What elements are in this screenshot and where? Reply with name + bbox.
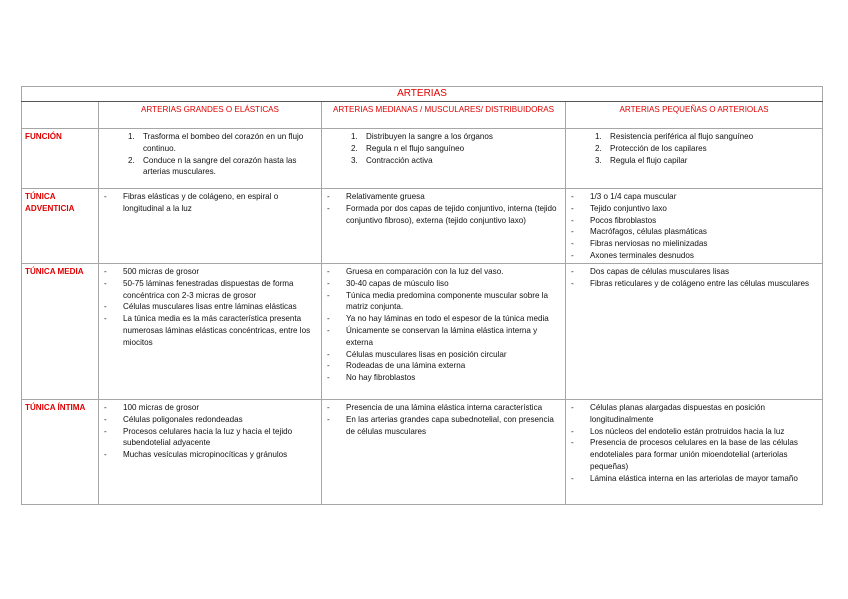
cell-medianas xyxy=(322,129,566,189)
header-pequenas-arteriolas: ARTERIAS PEQUEÑAS O ARTERIOLAS xyxy=(566,102,823,129)
cell-list xyxy=(99,131,321,178)
row-label: TÚNICA ÍNTIMA xyxy=(22,400,99,505)
list-item: - Fibras nerviosas no mielinizadas xyxy=(566,238,816,250)
list-item: - 500 micras de grosor xyxy=(99,266,315,278)
table-row xyxy=(22,129,823,189)
list-item: - Células musculares lisas en posición circular xyxy=(322,349,559,361)
arterias-table xyxy=(21,86,823,505)
list-item: - Formada por dos capas de tejido conjuntivo, interna (tejido conjuntivo fibroso), externa (tejido conjuntivo laxo) xyxy=(322,203,559,227)
list-item: 1. Resistencia periférica al flujo sanguíneo xyxy=(604,131,816,143)
list-item: - 1/3 o 1/4 capa muscular xyxy=(566,191,816,203)
cell-list xyxy=(322,402,565,437)
list-item: - No hay fibroblastos xyxy=(322,372,559,384)
list-item: - Pocos fibroblastos xyxy=(566,215,816,227)
cell-medianas xyxy=(322,264,566,400)
list-item: 2. Conduce n la sangre del corazón hasta las arterias musculares. xyxy=(137,155,315,179)
cell-grandes xyxy=(99,264,322,400)
list-item: - La túnica media es la más característica presenta numerosas láminas elásticas concéntricas, entre los miocitos xyxy=(99,313,315,348)
table-row xyxy=(22,189,823,264)
list-item: 1. Distribuyen la sangre a los órganos xyxy=(360,131,559,143)
cell-list xyxy=(322,131,565,166)
header-medianas-musculares: ARTERIAS MEDIANAS / MUSCULARES/ DISTRIBUIDORAS xyxy=(322,102,566,129)
list-item: - 30-40 capas de músculo liso xyxy=(322,278,559,290)
header-corner xyxy=(22,102,99,129)
list-item: - Axones terminales desnudos xyxy=(566,250,816,262)
list-item: - Rodeadas de una lámina externa xyxy=(322,360,559,372)
table-row xyxy=(22,400,823,505)
list-item: - Presencia de una lámina elástica interna característica xyxy=(322,402,559,414)
cell-list xyxy=(566,402,822,485)
list-item: - Ya no hay láminas en todo el espesor de la túnica media xyxy=(322,313,559,325)
table-row xyxy=(22,264,823,400)
cell-list xyxy=(566,191,822,262)
list-item: 3. Regula el flujo capilar xyxy=(604,155,816,167)
list-item: - Células musculares lisas entre láminas elásticas xyxy=(99,301,315,313)
list-item: - Únicamente se conservan la lámina elástica interna y externa xyxy=(322,325,559,349)
cell-medianas xyxy=(322,189,566,264)
list-item: - Dos capas de células musculares lisas xyxy=(566,266,816,278)
cell-medianas xyxy=(322,400,566,505)
list-item: - Muchas vesículas micropinocíticas y gránulos xyxy=(99,449,315,461)
row-label: FUNCIÓN xyxy=(22,129,99,189)
row-label: TÚNICA ADVENTICIA xyxy=(22,189,99,264)
header-row xyxy=(22,102,823,129)
list-item: - Macrófagos, células plasmáticas xyxy=(566,226,816,238)
list-item: 3. Contracción activa xyxy=(360,155,559,167)
cell-list xyxy=(99,191,321,215)
list-item: - En las arterias grandes capa subednotelial, con presencia de células musculares xyxy=(322,414,559,438)
title-row xyxy=(22,87,823,102)
table-body xyxy=(22,129,823,505)
cell-list xyxy=(566,131,822,166)
table-title: ARTERIAS xyxy=(22,87,823,102)
list-item: 2. Protección de los capilares xyxy=(604,143,816,155)
list-item: - Relativamente gruesa xyxy=(322,191,559,203)
cell-pequenas xyxy=(566,189,823,264)
cell-pequenas xyxy=(566,400,823,505)
list-item: - Túnica media predomina componente muscular sobre la matriz conjunta. xyxy=(322,290,559,314)
arterias-table-sheet xyxy=(21,86,822,505)
list-item: - 50-75 láminas fenestradas dispuestas de forma concéntrica con 2-3 micras de grosor xyxy=(99,278,315,302)
list-item: - Células poligonales redondeadas xyxy=(99,414,315,426)
list-item: 1. Trasforma el bombeo del corazón en un flujo continuo. xyxy=(137,131,315,155)
list-item: - Presencia de procesos celulares en la base de las células endoteliales para formar unión mioendotelial (arteriolas pequeñas) xyxy=(566,437,816,472)
cell-pequenas xyxy=(566,264,823,400)
header-grandes-elasticas: ARTERIAS GRANDES O ELÁSTICAS xyxy=(99,102,322,129)
cell-grandes xyxy=(99,129,322,189)
cell-list xyxy=(322,191,565,226)
list-item: - Procesos celulares hacia la luz y hacia el tejido subendotelial adyacente xyxy=(99,426,315,450)
list-item: - 100 micras de grosor xyxy=(99,402,315,414)
list-item: - Células planas alargadas dispuestas en posición longitudinalmente xyxy=(566,402,816,426)
list-item: - Tejido conjuntivo laxo xyxy=(566,203,816,215)
cell-grandes xyxy=(99,400,322,505)
cell-list xyxy=(566,266,822,290)
row-label: TÚNICA MEDIA xyxy=(22,264,99,400)
cell-list xyxy=(322,266,565,384)
cell-list xyxy=(99,266,321,349)
list-item: - Gruesa en comparación con la luz del vaso. xyxy=(322,266,559,278)
list-item: - Los núcleos del endotelio están protruidos hacia la luz xyxy=(566,426,816,438)
list-item: 2. Regula n el flujo sanguíneo xyxy=(360,143,559,155)
cell-pequenas xyxy=(566,129,823,189)
list-item: - Fibras elásticas y de colágeno, en espiral o longitudinal a la luz xyxy=(99,191,315,215)
list-item: - Lámina elástica interna en las arteriolas de mayor tamaño xyxy=(566,473,816,485)
cell-list xyxy=(99,402,321,461)
list-item: - Fibras reticulares y de colágeno entre las células musculares xyxy=(566,278,816,290)
cell-grandes xyxy=(99,189,322,264)
